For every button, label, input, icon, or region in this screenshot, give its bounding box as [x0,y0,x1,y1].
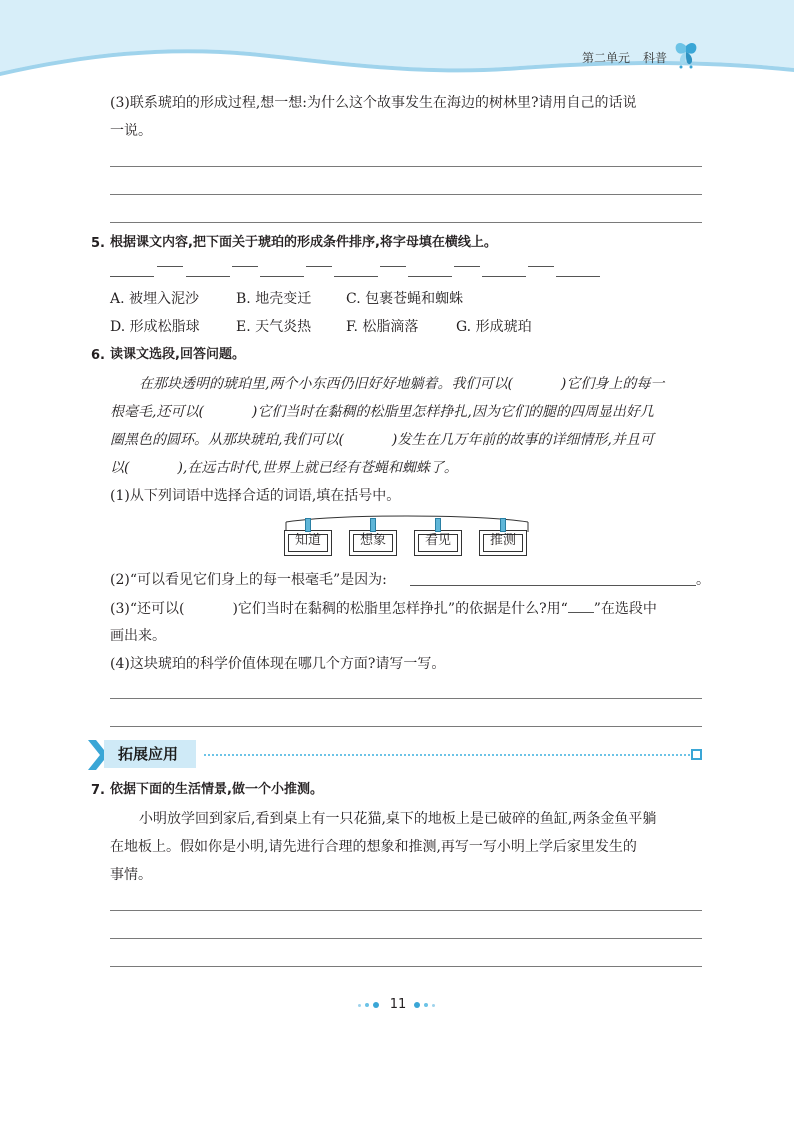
sort-dash [232,266,258,267]
option-d: D. 形成松脂球 [110,319,200,335]
sort-dash [157,266,183,267]
sort-blank[interactable] [186,276,230,277]
answer-line[interactable] [410,585,696,586]
q6-sub2: (2)“可以看见它们身上的每一根毫毛”是因为: [110,572,387,588]
q5-prompt: 根据课文内容,把下面关于琥珀的形成条件排序,将字母填在横线上。 [110,235,497,250]
passage-line-2: 根毫毛,还可以( )它们当时在黏稠的松脂里怎样挣扎,因为它们的腿的四周显出好几 [110,404,654,420]
header-subject: 科普 [643,51,668,65]
q6-sub3: (3)“还可以( )它们当时在黏稠的松脂里怎样挣扎”的依据是什么?用“ ”在选段中 [110,601,657,617]
option-e: E. 天气炎热 [236,319,312,335]
passage-line-1: 在那块透明的琥珀里,两个小东西仍旧好好地躺着。我们可以( )它们身上的每一 [139,376,665,392]
sort-blank[interactable] [408,276,452,277]
option-a: A. 被埋入泥沙 [110,291,200,307]
q6-number: 6. [91,348,105,363]
q6-sub1: (1)从下列词语中选择合适的词语,填在括号中。 [110,488,401,504]
option-f: F. 松脂滴落 [346,319,419,335]
q6-prompt: 读课文选段,回答问题。 [110,347,245,362]
answer-line[interactable] [110,166,702,167]
answer-line[interactable] [110,194,702,195]
sort-dash [380,266,406,267]
footer-dots-right [414,1001,444,1009]
option-g: G. 形成琥珀 [456,319,532,335]
answer-line[interactable] [110,938,702,939]
word-card-zhidao[interactable]: 知道 [284,530,332,556]
passage-line-3: 圈黑色的圆环。从那块琥珀,我们可以( )发生在几万年前的故事的详细情形,并且可 [110,432,654,448]
footer-dots-left [358,1001,388,1009]
q7-line1: 小明放学回到家后,看到桌上有一只花猫,桌下的地板上是已破碎的鱼缸,两条金鱼平躺 [139,811,657,827]
sort-dash [528,266,554,267]
page-number: 11 [389,997,407,1012]
word-card-tuice[interactable]: 推测 [479,530,527,556]
q6-sub3-line2: 画出来。 [110,628,166,644]
option-c: C. 包裹苍蝇和蜘蛛 [346,291,464,307]
sort-blank[interactable] [260,276,304,277]
sort-dash [454,266,480,267]
q4-3-line1: (3)联系琥珀的形成过程,想一想:为什么这个故事发生在海边的树林里?请用自己的话说 [110,95,637,111]
sort-blank[interactable] [556,276,600,277]
clothespin-icon [500,518,506,532]
clothespin-icon [435,518,441,532]
q5-number: 5. [91,236,105,251]
sort-blank[interactable] [482,276,526,277]
clothespin-icon [370,518,376,532]
q6-sub4: (4)这块琥珀的科学价值体现在哪几个方面?请写一写。 [110,656,446,672]
option-b: B. 地壳变迁 [236,291,312,307]
answer-line[interactable] [110,910,702,911]
q4-3-line2: 一说。 [110,123,152,139]
butterfly-icon [672,40,700,70]
header-unit: 第二单元 [582,51,631,65]
q7-line2: 在地板上。假如你是小明,请先进行合理的想象和推测,再写一写小明上学后家里发生的 [110,839,637,855]
word-card-kanjian[interactable]: 看见 [414,530,462,556]
q7-line3: 事情。 [110,867,152,883]
q6-sub2-end: 。 [696,572,710,588]
word-card-xiangxiang[interactable]: 想象 [349,530,397,556]
answer-line[interactable] [110,966,702,967]
underline-mark [568,599,594,613]
answer-line[interactable] [110,726,702,727]
answer-line[interactable] [110,222,702,223]
answer-line[interactable] [110,698,702,699]
section-dotted-rule [204,754,690,756]
q7-number: 7. [91,783,105,798]
clothesline [282,512,532,532]
q7-prompt: 依据下面的生活情景,做一个小推测。 [110,782,323,797]
sort-blank[interactable] [110,276,154,277]
section-title: 拓展应用 [118,745,179,763]
clothespin-icon [305,518,311,532]
passage-line-4: 以( ),在远古时代,世界上就已经有苍蝇和蜘蛛了。 [110,460,458,476]
sort-blank[interactable] [334,276,378,277]
section-end-square [691,749,702,760]
sort-dash [306,266,332,267]
